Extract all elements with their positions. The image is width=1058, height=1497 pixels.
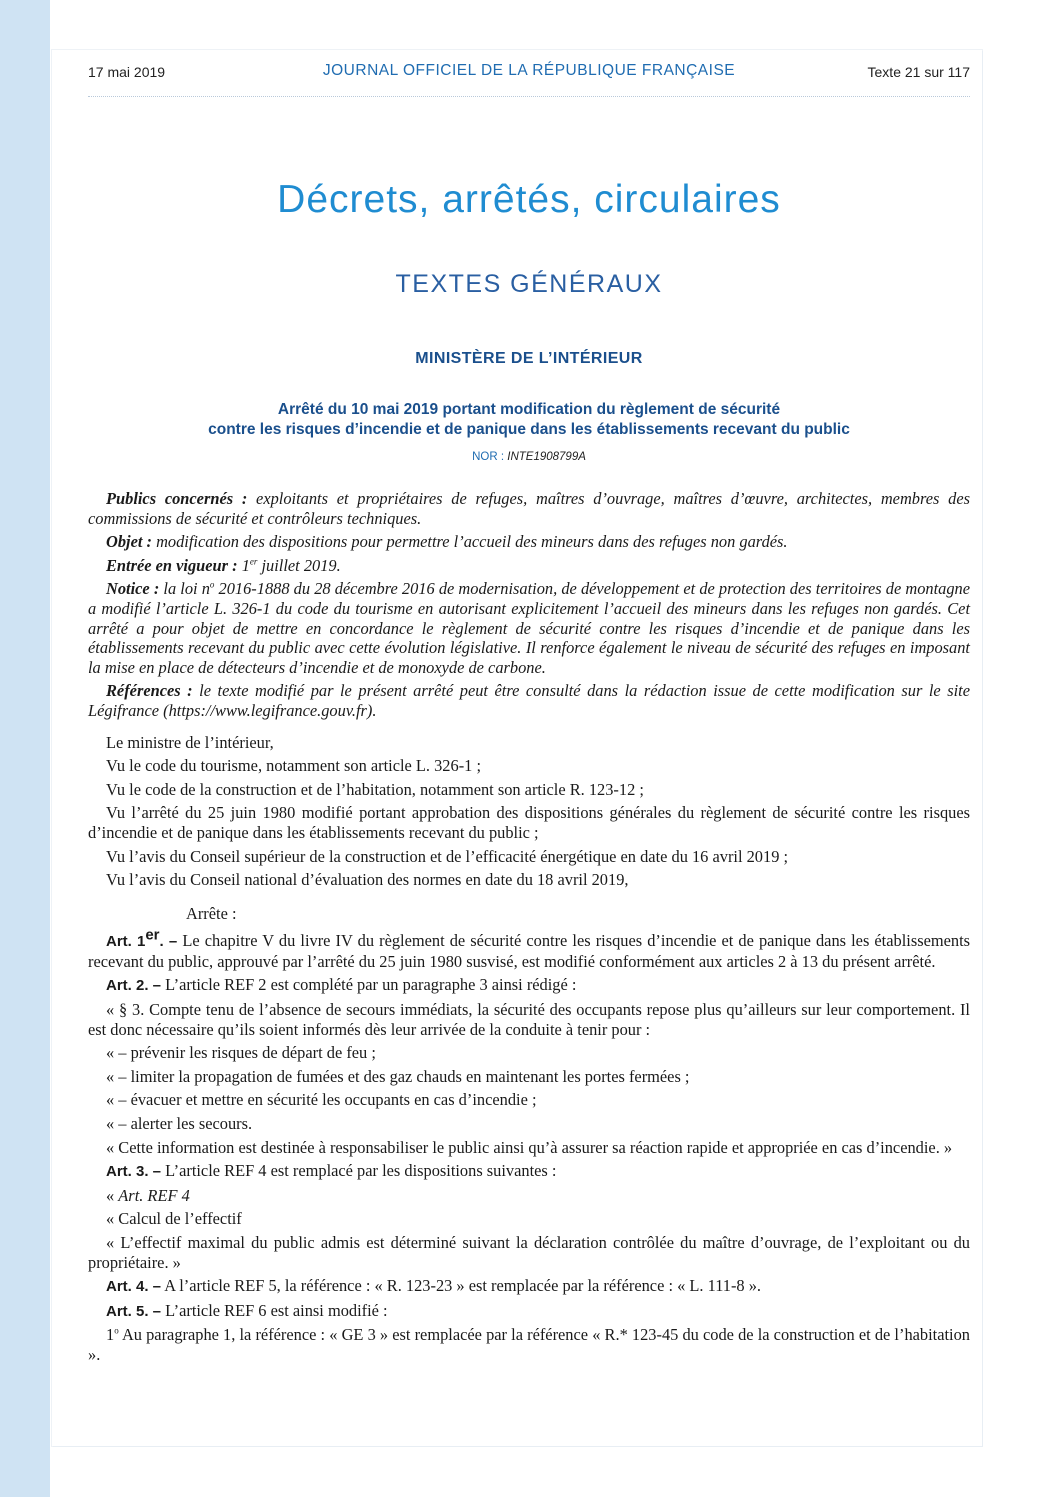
article-2-paragraph: « § 3. Compte tenu de l’absence de secours immédiats, la sécurité des occupants repose plus qu’ailleurs sur leur comportement. Il est donc nécessaire qu’ils soient informés dès leur arrivée de la conduite à tenir pour : [88,1000,970,1039]
references-label: Références : [106,681,193,701]
section-title: TEXTES GÉNÉRAUX [395,270,663,298]
notice-sup: o [209,579,215,590]
preamble-line: Vu le code du tourisme, notamment son article L. 326-1 ; [106,756,481,776]
preamble-line: Vu le code de la construction et de l’habitation, notamment son article R. 123-12 ; [106,779,644,799]
left-margin-band [0,0,50,1497]
preamble-line: Vu l’avis du Conseil supérieur de la construction et de l’efficacité énergétique en date du 16 avril 2019 ; [106,846,789,866]
nor-value: INTE1908799A [507,451,586,463]
article-5-item-text: Au paragraphe 1, la référence : « GE 3 » est remplacée par la référence « R.* 123-45 du code de la construction et de l’habitation ». [88,1325,970,1364]
publics-text: exploitants et propriétaires de refuges, maîtres d’ouvrage, maîtres d’œuvre, architectes, membres des commissions de sécurité et contrôleurs techniques. [88,489,971,528]
publics-paragraph [88,489,970,528]
article-4-text: A l’article REF 5, la référence : « R. 123-23 » est remplacée par la référence : « L. 111-8 ». [161,1276,762,1296]
article-5-item [88,1325,970,1364]
notice-text: 2016-1888 du 28 décembre 2016 de modernisation, de développement et de protection des territoires de montagne a modifié l’article L. 326-1 du code du tourisme en autorisant explicitement l’accueil des mineurs dans les refuges non gardés. Cet arrêté a pour objet de mettre en concordance le règlement de sécurité contre les risques d’incendie et de panique dans les établissements recevant du public avec cette évolution législative. Il renforce également le niveau de sécurité des refuges en imposant la mise en place de détecteurs d’incendie et de monoxyde de carbone. [88,579,970,677]
article-5 [88,1301,970,1322]
entree-sup: er [249,556,258,567]
article-5-text: L’article REF 6 est ainsi modifié : [161,1300,388,1320]
arrete-line: Arrête : [186,903,237,923]
preamble-line: Vu l’avis du Conseil national d’évaluation des normes en date du 18 avril 2019, [106,870,629,890]
entree-day: 1 [237,555,250,575]
page-header [88,62,970,86]
publics-label: Publics concernés : [106,489,248,508]
article-2-text: L’article REF 2 est complété par un paragraphe 3 ainsi rédigé : [161,975,577,995]
preamble-line: Vu l’arrêté du 25 juin 1980 modifié portant approbation des dispositions générales du règlement de sécurité contre les risques d’incendie et de panique dans les établissements recevant du public ; [88,803,970,842]
objet-paragraph [88,532,970,552]
decree-title-line-2: contre les risques d’incendie et de panique dans les établissements recevant du public [208,421,850,438]
article-2-item: « – prévenir les risques de départ de feu ; [106,1043,376,1063]
objet-text: modification des dispositions pour permettre l’accueil des mineurs dans des refuges non gardés. [151,532,788,552]
article-3 [88,1161,970,1182]
entree-label: Entrée en vigueur : [106,555,238,575]
article-5-label: Art. 5. – [106,1302,162,1320]
nor-label: NOR : [472,451,508,463]
article-1 [88,926,971,971]
references-paragraph [88,681,970,720]
entree-paragraph [88,556,970,576]
article-3-heading [88,1186,970,1206]
main-title: Décrets, arrêtés, circulaires [277,178,781,221]
nor-reference [88,451,970,463]
header-date: 17 mai 2019 [88,64,166,80]
header-divider [88,96,970,97]
spacer [88,725,970,733]
notice-pre: la loi n [159,579,210,599]
article-2-closing: « Cette information est destinée à responsabiliser le public ainsi qu’à assurer sa réaction rapide et appropriée en cas d’incendie. » [106,1137,953,1157]
article-2-item: « – limiter la propagation de fumées et des gaz chauds en maintenant les portes fermées ; [106,1066,690,1086]
article-3-text: L’article REF 4 est remplacé par les dispositions suivantes : [161,1161,557,1181]
article-3-paragraph: « L’effectif maximal du public admis est déterminé suivant la déclaration contrôlée du maître d’ouvrage, de l’exploitant ou du propriétaire. » [88,1233,970,1272]
ministry-heading: MINISTÈRE DE L’INTÉRIEUR [415,350,643,367]
article-1-label: Art. 1 [106,933,146,951]
references-text: le texte modifié par le présent arrêté peut être consulté dans la rédaction issue de cette modification sur le site Légifrance (https://www.legifrance.gouv.fr). [88,681,970,720]
article-3-label: Art. 3. – [106,1163,162,1181]
decree-title-line-1: Arrêté du 10 mai 2019 portant modification du règlement de sécurité [277,401,781,418]
article-4-label: Art. 4. – [106,1278,162,1296]
journal-title: JOURNAL OFFICIEL DE LA RÉPUBLIQUE FRANÇAISE [322,62,736,79]
article-1-sup: er [145,926,160,944]
notice-label: Notice : [106,579,160,599]
article-2-item: « – évacuer et mettre en sécurité les occupants en cas d’incendie ; [106,1090,537,1110]
article-5-item-sup: o [114,1325,119,1336]
article-2-label: Art. 2. – [106,977,162,995]
article-1-dash: . – [159,933,178,951]
article-2 [88,975,970,996]
article-1-text: Le chapitre V du livre IV du règlement de sécurité contre les risques d’incendie et de panique dans les établissements recevant du public, approuvé par l’arrêté du 25 juin 1980 susvisé, est modifié conformément aux articles 2 à 13 du présent arrêté. [88,931,971,971]
article-5-item-num: 1 [106,1325,115,1345]
text-number: Texte 21 sur 117 [867,64,970,80]
article-3-quote: « [106,1185,119,1205]
article-2-item: « – alerter les secours. [106,1114,253,1134]
decree-title [88,400,970,440]
entree-rest: juillet 2019. [257,555,341,575]
objet-label: Objet : [106,532,152,552]
notice-paragraph [88,579,970,677]
article-3-subheading: « Calcul de l’effectif [106,1209,242,1229]
preamble-line: Le ministre de l’intérieur, [106,732,274,752]
document-body [88,489,970,1369]
article-3-heading-text: Art. REF 4 [118,1185,190,1205]
article-4 [88,1276,970,1297]
